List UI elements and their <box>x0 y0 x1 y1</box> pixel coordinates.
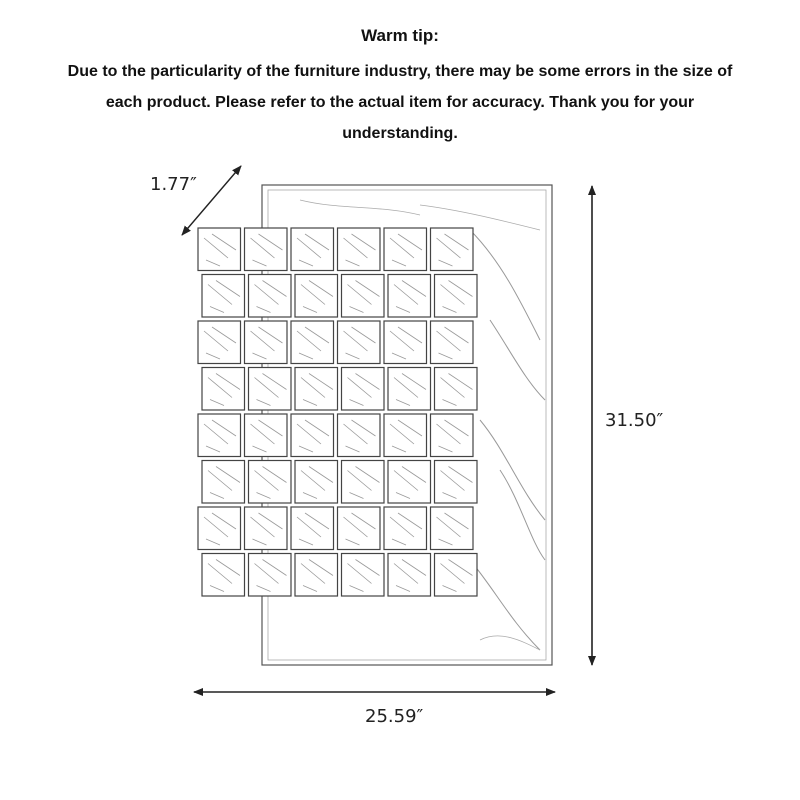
tile <box>431 414 474 457</box>
tile <box>384 414 427 457</box>
tile <box>435 368 478 411</box>
tile <box>435 554 478 597</box>
tile <box>202 554 245 597</box>
tile <box>388 368 431 411</box>
tile <box>338 414 381 457</box>
tile <box>245 414 288 457</box>
tile <box>198 414 241 457</box>
tile <box>295 368 338 411</box>
warm-tip-title: Warm tip: <box>361 26 439 45</box>
tile <box>198 228 241 271</box>
width-label: 25.59″ <box>365 706 424 727</box>
tile <box>291 321 334 364</box>
tile <box>435 461 478 504</box>
tile <box>202 275 245 318</box>
tile <box>295 461 338 504</box>
depth-label: 1.77″ <box>150 174 197 195</box>
tile <box>249 461 292 504</box>
tile <box>249 554 292 597</box>
tile <box>198 321 241 364</box>
height-label: 31.50″ <box>605 410 664 431</box>
tile <box>435 275 478 318</box>
tile <box>342 368 385 411</box>
tile <box>202 461 245 504</box>
tile <box>384 507 427 550</box>
tile <box>338 507 381 550</box>
tile <box>249 275 292 318</box>
tile <box>431 507 474 550</box>
tile <box>245 507 288 550</box>
tile <box>388 554 431 597</box>
tile <box>295 275 338 318</box>
tile <box>245 321 288 364</box>
tile <box>431 321 474 364</box>
tile <box>384 228 427 271</box>
tile <box>198 507 241 550</box>
tile <box>338 321 381 364</box>
tile <box>202 368 245 411</box>
tile <box>342 461 385 504</box>
tile <box>249 368 292 411</box>
tile <box>342 275 385 318</box>
tile <box>388 275 431 318</box>
tile <box>291 414 334 457</box>
tile <box>291 228 334 271</box>
tile <box>291 507 334 550</box>
tile <box>431 228 474 271</box>
tile <box>388 461 431 504</box>
tile <box>245 228 288 271</box>
tile <box>295 554 338 597</box>
tile <box>342 554 385 597</box>
tile <box>338 228 381 271</box>
warm-tip-text: Due to the particularity of the furniture industry, there may be some errors in the size of each product. Please refer to the actual item for accuracy. Thank you for your understanding. <box>67 63 733 142</box>
tile <box>384 321 427 364</box>
